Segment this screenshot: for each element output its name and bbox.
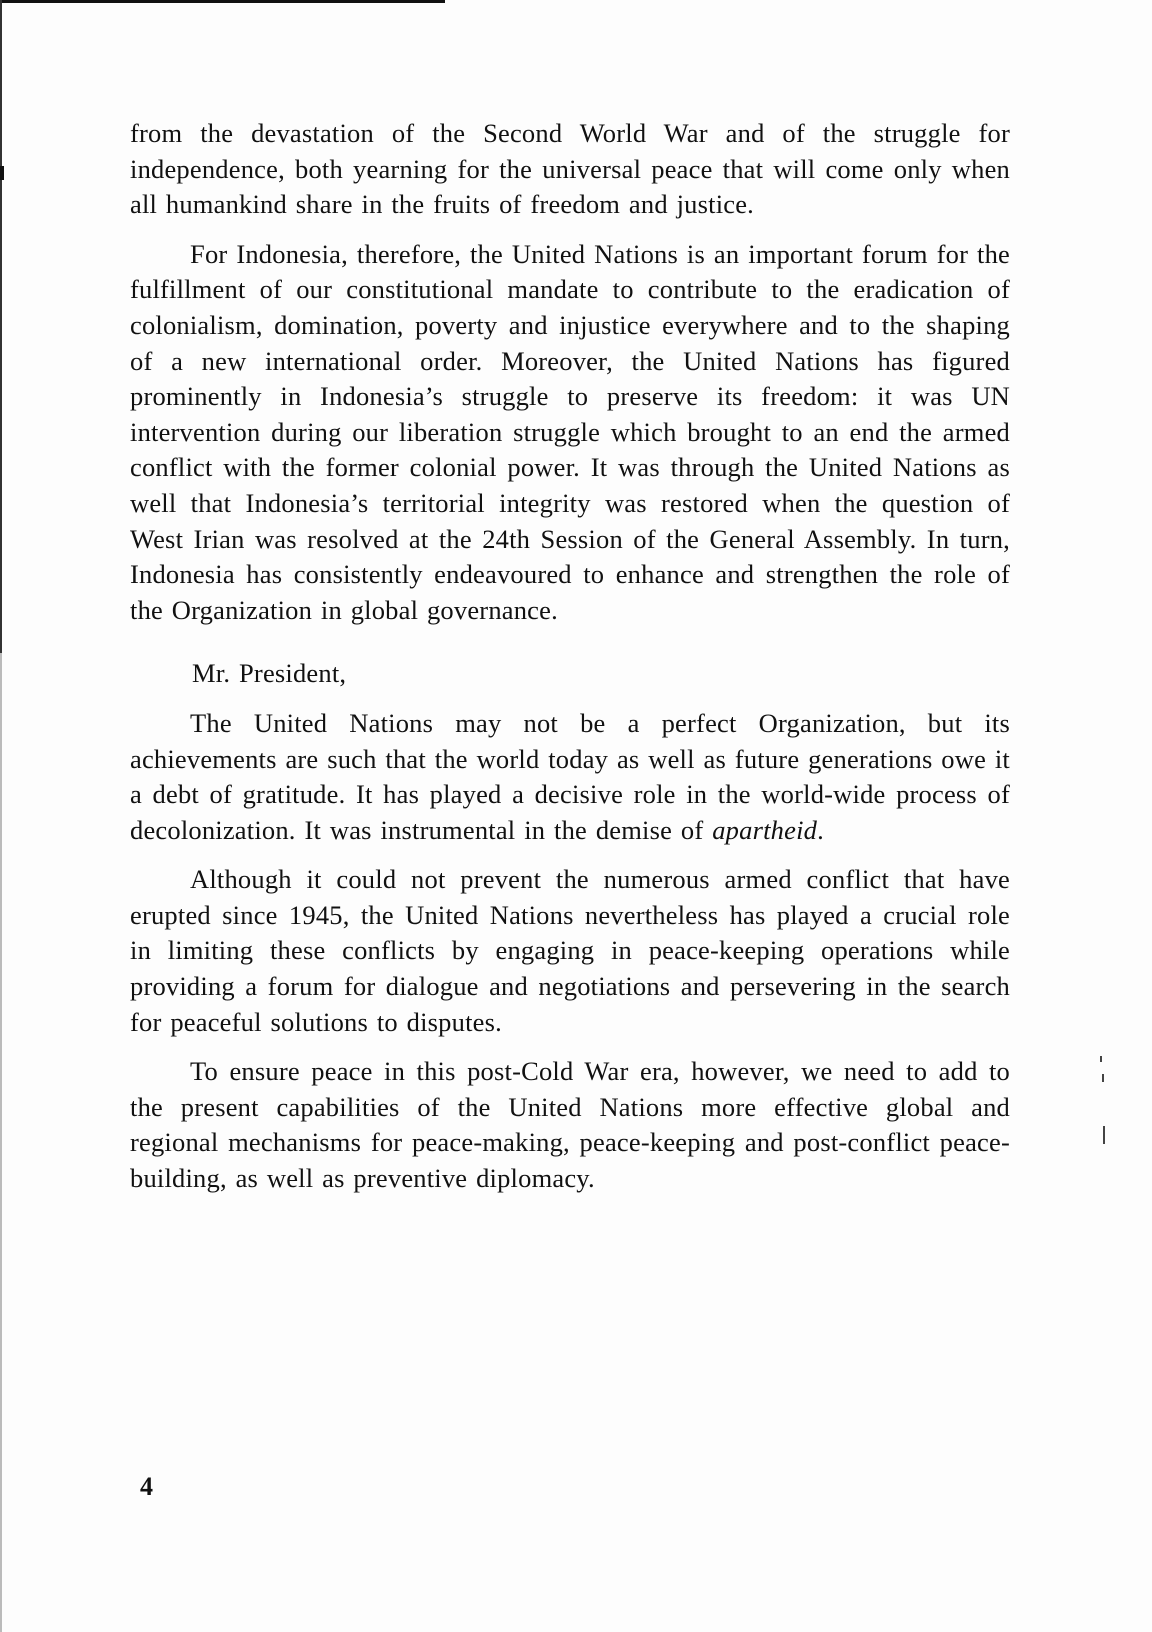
- paragraph-end-period: .: [817, 814, 824, 845]
- page-number: 4: [140, 1472, 153, 1501]
- scan-top-rule: [0, 0, 445, 3]
- paragraph-un-achievements: [130, 706, 1010, 848]
- body-text: [130, 116, 1010, 1197]
- paragraph-armed-conflict: Although it could not prevent the numerous armed conflict that have erupted since 1945, the United Nations nevertheless has played a crucial role in limiting these conflicts by engaging in peace-keeping operations while providing a forum for dialogue and negotiations and persevering in the search for peaceful solutions to disputes.: [130, 864, 1010, 1037]
- paragraph-post-cold-war: To ensure peace in this post-Cold War era, however, we need to add to the present capabilities of the United Nations more effective global and regional mechanisms for peace-making, peace-keeping and post-conflict peace-building, as well as preventive diplomacy.: [130, 1056, 1010, 1194]
- paragraph-un-achievements-text: The United Nations may not be a perfect Organization, but its achievements are such that the world today as well as future generations owe it a debt of gratitude. It has played a decisive role in the world-wide process of decolonization. It was instrumental in the demise of: [130, 707, 1010, 845]
- salutation: Mr. President,: [192, 658, 347, 689]
- scan-speck: [1100, 1056, 1102, 1062]
- scan-left-mark: [0, 166, 4, 180]
- paragraph-un-forum: For Indonesia, therefore, the United Nations is an important forum for the fulfillment of our constitutional mandate to contribute to the eradication of colonialism, domination, poverty and injustice everywhere and to the shaping of a new international order. Moreover, the United Nations has figured prominently in Indonesia’s struggle to preserve its freedom: it was UN intervention during our liberation struggle which brought to an end the armed conflict with the former colonial power. It was through the United Nations as well that Indonesia’s territorial integrity was restored when the question of West Irian was resolved at the 24th Session of the General Assembly. In turn, Indonesia has consistently endeavoured to enhance and strengthen the role of the Organization in global governance.: [130, 238, 1010, 625]
- scan-speck: [1103, 1126, 1105, 1144]
- apartheid-emphasis: apartheid: [712, 814, 818, 845]
- scan-speck: [1102, 1074, 1104, 1082]
- paragraph-continuation: from the devastation of the Second World War and of the struggle for independence, both yearning for the universal peace that will come only when all humankind share in the fruits of freedom and justice.: [130, 118, 1010, 220]
- scan-left-edge: [0, 0, 2, 1632]
